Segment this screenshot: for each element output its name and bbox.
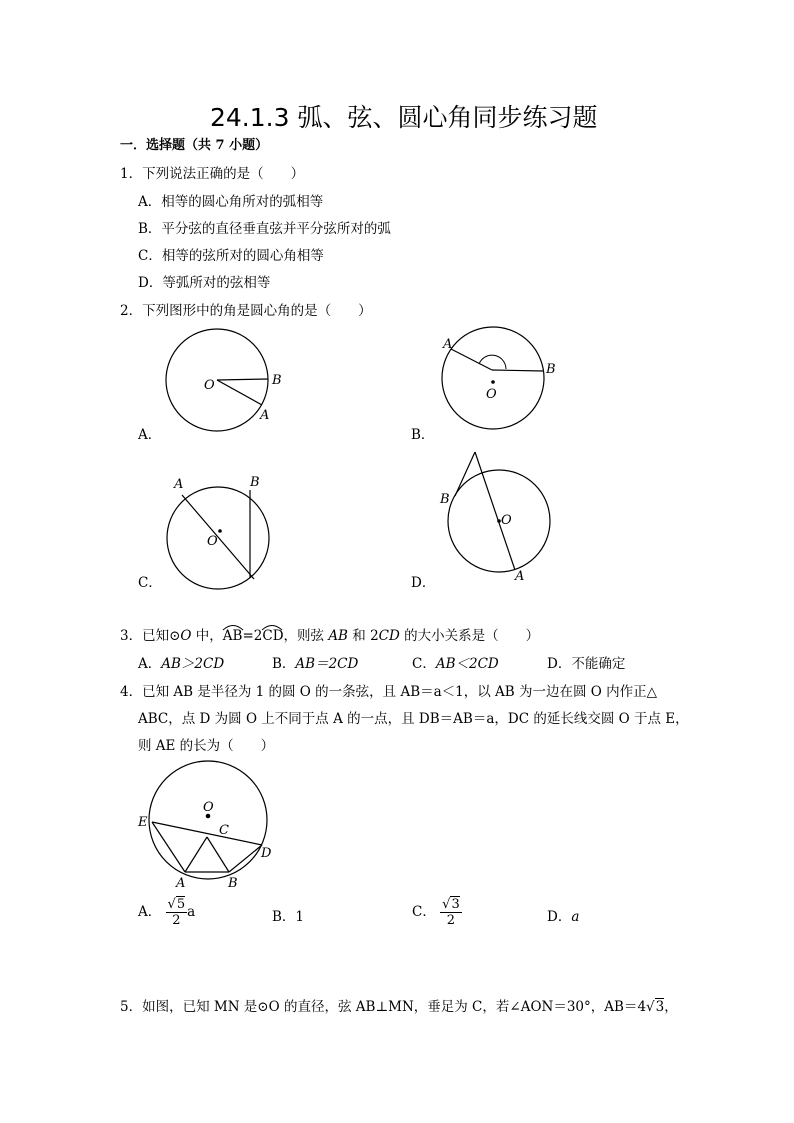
- q3-stem: [120, 624, 539, 644]
- q3-text-5: 的大小关系是（ ）: [399, 628, 540, 644]
- q4-figure: [137, 761, 272, 891]
- option-label: B．: [272, 909, 296, 925]
- label-o: O: [501, 513, 512, 528]
- label-c: C: [219, 823, 229, 838]
- arc-ab-text: AB: [222, 628, 243, 644]
- radicand: 3: [451, 897, 460, 912]
- q4-option-a[interactable]: [138, 897, 195, 928]
- segment-a: [451, 349, 492, 370]
- q3-option-c[interactable]: [412, 652, 499, 672]
- q1-stem: 1．下列说法正确的是（ ）: [120, 166, 305, 182]
- q2-option-b[interactable]: B．: [411, 427, 435, 443]
- q5-tail: ，: [664, 999, 678, 1015]
- circle: [167, 487, 269, 589]
- radius-oa: [217, 380, 262, 405]
- center-dot: [218, 529, 222, 533]
- option-label: B．: [272, 656, 296, 672]
- denominator: 2: [446, 913, 456, 928]
- diameter-a: [182, 495, 254, 579]
- q3-text-1: 3．已知⊙: [120, 628, 181, 644]
- q3-circle-o: O: [180, 628, 192, 644]
- q3-option-d[interactable]: [547, 652, 625, 672]
- label-b: B: [546, 362, 556, 377]
- option-text: a: [571, 909, 580, 925]
- q3-arc-ab: [223, 628, 243, 644]
- q3-arc-cd: [262, 628, 283, 644]
- segment-cb: [207, 837, 229, 872]
- q4-option-b[interactable]: [272, 905, 304, 925]
- q4-option-c[interactable]: [412, 897, 462, 928]
- q3-option-a[interactable]: [138, 652, 224, 672]
- label-a: A: [174, 477, 184, 492]
- option-tail: a: [187, 904, 196, 920]
- section-heading: 一．选择题（共 7 小题）: [120, 138, 269, 153]
- q2-figure-b: [442, 327, 556, 429]
- option-label: A．: [138, 904, 162, 920]
- label-o: O: [204, 378, 215, 393]
- arc-mark: [261, 624, 283, 630]
- circle: [149, 761, 267, 879]
- fraction-sqrt3-over-2: $\frac{√3}{2}$: [442, 897, 460, 928]
- fraction-sqrt5-over-2: $\frac{√5}{2}$: [167, 897, 186, 928]
- q4-line-3: 则 AE 的长为（ ）: [138, 738, 275, 754]
- radicand: 5: [176, 897, 186, 912]
- q2-option-a[interactable]: A．: [138, 427, 162, 443]
- label-a: A: [176, 876, 186, 891]
- page-title: 24.1.3 弧、弦、圆心角同步练习题: [210, 103, 598, 132]
- radius-ob: [217, 379, 268, 380]
- option-label: D．: [547, 909, 572, 925]
- option-text: AB＝2CD: [295, 656, 359, 672]
- q5-radicand: 3: [655, 999, 665, 1015]
- line-ed: [152, 822, 262, 845]
- label-o: O: [486, 387, 497, 402]
- q1-option-c[interactable]: C．相等的弦所对的圆心角相等: [138, 248, 324, 264]
- label-b: B: [440, 492, 450, 507]
- option-text: 不能确定: [571, 656, 626, 672]
- option-label: D．: [547, 656, 572, 672]
- center-dot: [491, 380, 495, 384]
- q5-coef: 4: [637, 999, 647, 1015]
- label-e: E: [138, 815, 148, 830]
- label-b: B: [272, 373, 282, 388]
- option-label: A．: [138, 656, 162, 672]
- q5-stem: 5．如图，已知 MN 是⊙O 的直径，弦 AB⊥MN，垂足为 C，若∠AON＝30°，AB＝4√3，: [120, 999, 678, 1015]
- segment-ac: [185, 837, 207, 872]
- label-a: A: [260, 408, 270, 423]
- arc-mark: [222, 624, 244, 630]
- denominator: 2: [172, 913, 181, 928]
- q3-text-2: 中，: [191, 628, 223, 644]
- q3-option-b[interactable]: [272, 652, 358, 672]
- q2-figure-c: [167, 475, 269, 589]
- q5-text: 5．如图，已知 MN 是⊙O 的直径，弦 AB⊥MN，垂足为 C，若∠AON＝30°，AB＝: [120, 999, 638, 1015]
- q3-ab: AB: [328, 628, 348, 644]
- label-o: O: [203, 800, 214, 815]
- arc-cd-text: CD: [262, 628, 284, 644]
- option-label: C．: [412, 904, 436, 920]
- q2-stem: 2．下列图形中的角是圆心角的是（ ）: [120, 303, 372, 319]
- q2-option-d[interactable]: D．: [411, 575, 436, 591]
- q3-cd: CD: [378, 628, 400, 644]
- q4-line-2: ABC，点 D 为圆 O 上不同于点 A 的一点，且 DB＝AB＝a，DC 的延长线交圆 O 于点 E，: [138, 711, 689, 727]
- q2-figure-a: [166, 329, 282, 431]
- option-label: C．: [412, 656, 436, 672]
- label-o: O: [207, 534, 218, 549]
- label-b: B: [228, 876, 238, 891]
- label-a: A: [515, 569, 525, 584]
- q2-option-c[interactable]: C．: [138, 575, 162, 591]
- label-b: B: [250, 475, 260, 490]
- q1-option-a[interactable]: A．相等的圆心角所对的弧相等: [138, 194, 324, 210]
- angle-arc: [479, 355, 506, 369]
- segment-bd: [229, 845, 262, 872]
- option-text: 1: [295, 909, 305, 925]
- circle: [442, 327, 544, 429]
- q1-option-b[interactable]: B．平分弦的直径垂直弦并平分弦所对的弧: [138, 221, 391, 237]
- segment-b: [492, 370, 543, 371]
- option-text: AB＜2CD: [435, 656, 499, 672]
- option-text: AB＞2CD: [161, 656, 225, 672]
- q1-option-d[interactable]: D．等弧所对的弦相等: [138, 275, 271, 291]
- tangent-b: [455, 452, 475, 496]
- q2-figure-d: [439, 452, 550, 584]
- label-a: A: [443, 337, 453, 352]
- q4-option-d[interactable]: [547, 905, 579, 925]
- q3-eq: =2: [242, 628, 263, 644]
- q4-line-1: 4．已知 AB 是半径为 1 的圆 O 的一条弦，且 AB＝a＜1，以 AB 为一边在圆 O 内作正△: [120, 684, 658, 700]
- q3-text-4: 和 2: [347, 628, 379, 644]
- label-d: D: [261, 846, 272, 861]
- q3-text-3: ，则弦: [283, 628, 329, 644]
